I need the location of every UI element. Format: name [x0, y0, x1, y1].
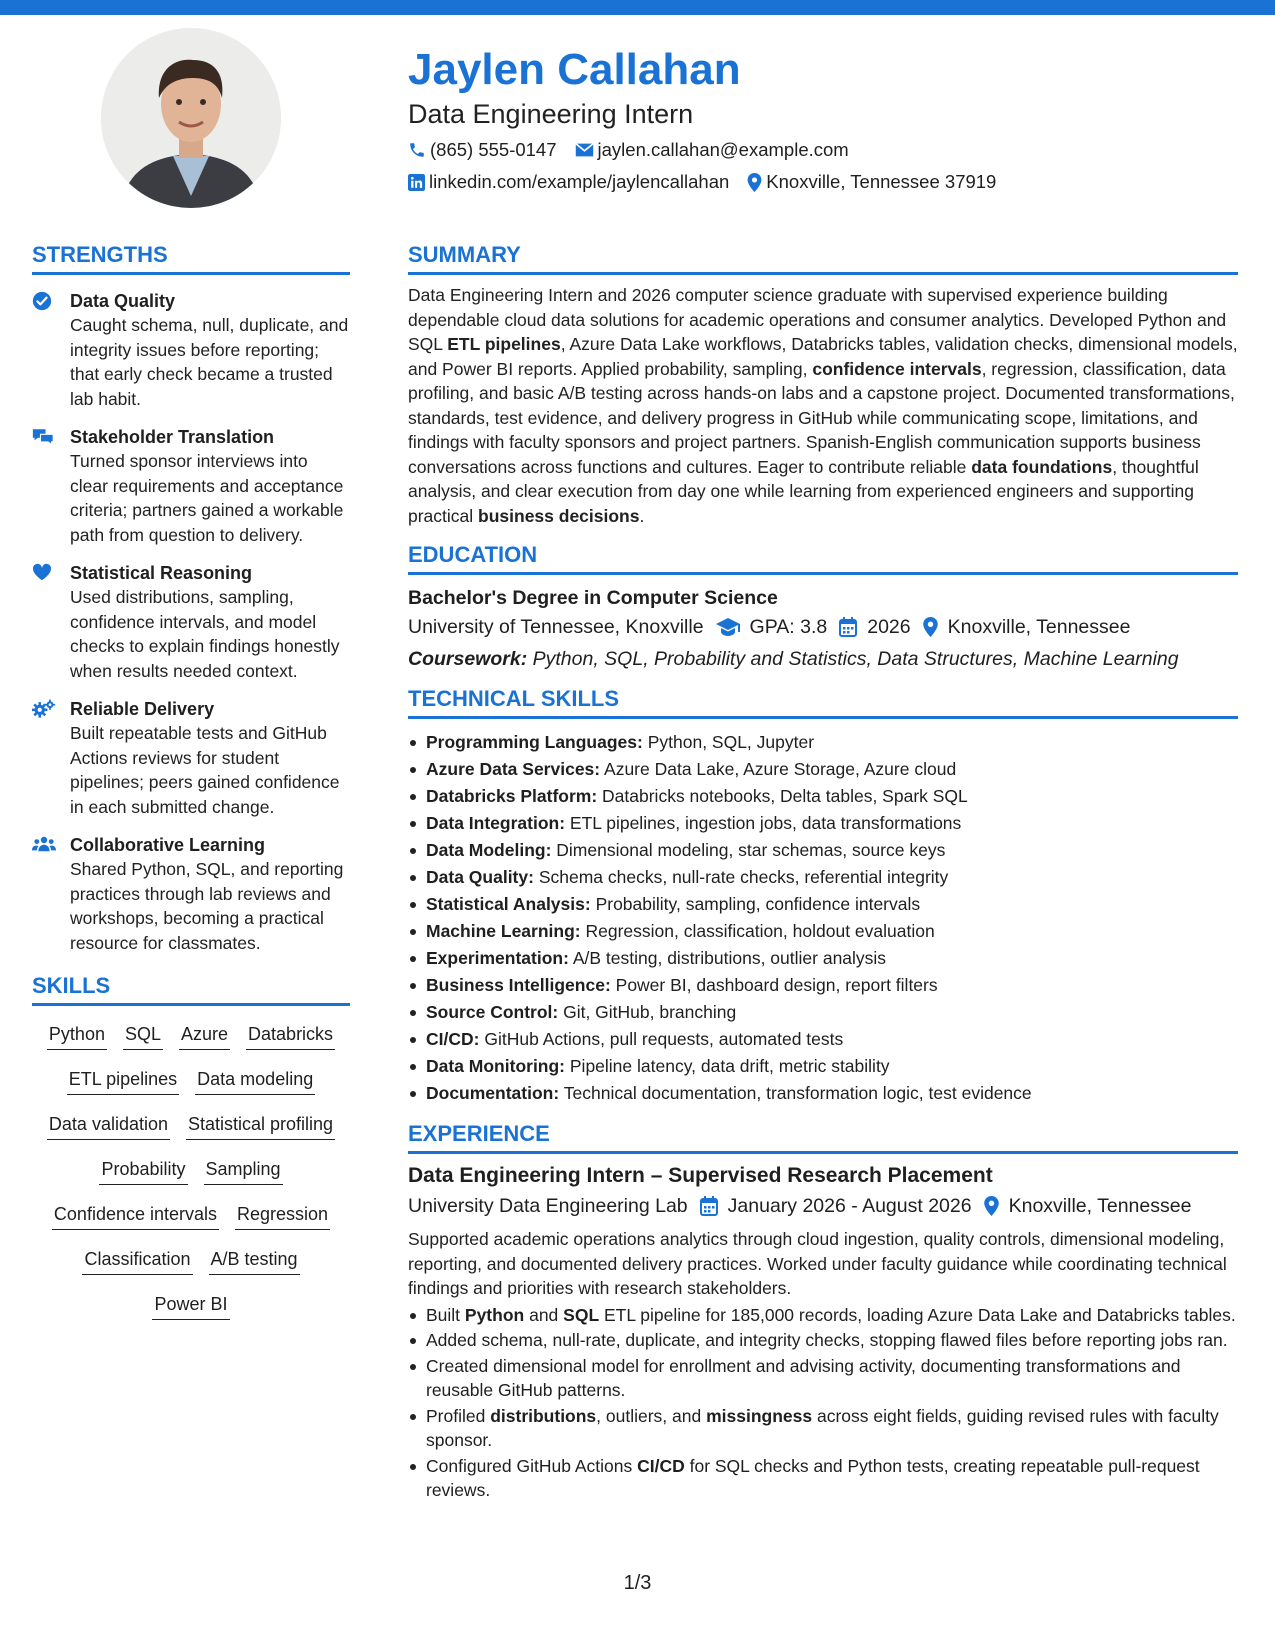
technical-skill-item: CI/CD: GitHub Actions, pull requests, automated tests: [408, 1026, 1238, 1053]
page-number: 1/3: [623, 1572, 652, 1594]
map-pin-icon: [984, 1196, 999, 1216]
technical-skill-label: Azure Data Services:: [426, 759, 601, 779]
education-location: Knoxville, Tennessee: [947, 616, 1131, 638]
skill-row: [32, 1243, 350, 1288]
technical-skill-label: Machine Learning:: [426, 921, 581, 941]
profile-photo: [101, 28, 281, 208]
skill-tag: Statistical profiling: [186, 1108, 335, 1140]
strength-title: Data Quality: [70, 291, 176, 311]
technical-skill-item: Source Control: Git, GitHub, branching: [408, 999, 1238, 1026]
calendar-icon: [700, 1196, 718, 1216]
skill-row: [32, 1063, 350, 1108]
technical-skill-label: Data Quality:: [426, 867, 534, 887]
skill-tag: Azure: [179, 1018, 230, 1050]
contact-line-2: [408, 170, 1238, 194]
skill-row: [32, 1288, 350, 1333]
strength-description: Built repeatable tests and GitHub Actions reviews for student pipelines; peers gained confidence in each submitted change.: [70, 723, 340, 817]
strength-description: Caught schema, null, duplicate, and integrity issues before reporting; that early check became a trusted lab habit.: [70, 315, 349, 409]
strength-item: [32, 425, 350, 547]
linkedin-icon: [408, 174, 425, 191]
strength-description: Shared Python, SQL, and reporting practices through lab reviews and workshops, becoming a practical resource for classmates.: [70, 859, 344, 953]
check-badge-icon: [32, 289, 70, 411]
skill-tag: A/B testing: [209, 1243, 300, 1275]
coursework-label: Coursework:: [408, 648, 528, 670]
technical-skill-label: Statistical Analysis:: [426, 894, 591, 914]
skill-tag: SQL: [123, 1018, 163, 1050]
job-bullet: Configured GitHub Actions CI/CD for SQL checks and Python tests, creating repeatable pull-request reviews.: [408, 1454, 1238, 1503]
technical-skill-item: Data Quality: Schema checks, null-rate checks, referential integrity: [408, 864, 1238, 891]
strength-item: [32, 289, 350, 411]
linkedin-contact[interactable]: [408, 170, 729, 194]
skill-tag: Data modeling: [195, 1063, 315, 1095]
technical-skill-label: Source Control:: [426, 1002, 559, 1022]
strengths-list: [32, 289, 350, 955]
technical-skill-item: Data Integration: ETL pipelines, ingestion jobs, data transformations: [408, 810, 1238, 837]
technical-skill-label: Data Modeling:: [426, 840, 552, 860]
skill-tag: Python: [47, 1018, 107, 1050]
technical-skill-label: Data Integration:: [426, 813, 566, 833]
technical-skill-item: Programming Languages: Python, SQL, Jupyter: [408, 729, 1238, 756]
location-text: Knoxville, Tennessee 37919: [766, 171, 997, 192]
skill-tag: Sampling: [204, 1153, 283, 1185]
coursework-list: Python, SQL, Probability and Statistics, Data Structures, Machine Learning: [532, 648, 1179, 670]
technical-skills-heading: TECHNICAL SKILLS: [408, 686, 1238, 719]
skill-tag: Data validation: [47, 1108, 170, 1140]
summary-heading: SUMMARY: [408, 242, 1238, 275]
job-description: Supported academic operations analytics through cloud ingestion, quality controls, dimensional modeling, reporting, and documented delivery practices. Worked under faculty guidance while coordinating technical findings and priorities with research stakeholders.: [408, 1229, 1227, 1298]
candidate-role: Data Engineering Intern: [408, 99, 694, 129]
technical-skill-item: Documentation: Technical documentation, transformation logic, test evidence: [408, 1080, 1238, 1107]
calendar-icon: [839, 617, 857, 637]
graduation-cap-icon: [716, 618, 740, 636]
summary-paragraph: Data Engineering Intern and 2026 computer science graduate with supervised experience building dependable cloud data solutions for academic operations and consumer analytics. Developed Python and SQL ETL pipelines, Azure Data Lake workflows, Databricks tables, validation checks, dimensional models, and Power BI reports. Applied probability, sampling, confidence intervals, regression, classification, data profiling, and basic A/B testing across hands-on labs and a capstone project. Documented transformations, standards, test evidence, and delivery progress in GitHub while communicating scope, limitations, and findings with faculty sponsors and project partners. Spanish-English communication supports business conversations across functions and cultures. Eager to contribute reliable data foundations, thoughtful analysis, and clear execution from day one while learning from experienced engineers and supporting practical business decisions.: [408, 285, 1238, 526]
skill-row: [32, 1198, 350, 1243]
strength-description: Used distributions, sampling, confidence intervals, and model checks to explain findings honestly when results needed context.: [70, 587, 340, 681]
skill-row: [32, 1018, 350, 1063]
technical-skill-label: Programming Languages:: [426, 732, 643, 752]
job-bullet: Profiled distributions, outliers, and missingness across eight fields, guiding revised rules with faculty sponsor.: [408, 1404, 1238, 1453]
left-column: [32, 242, 350, 1333]
candidate-name: Jaylen Callahan: [408, 45, 741, 94]
technical-skill-label: Documentation:: [426, 1083, 560, 1103]
technical-skill-item: Azure Data Services: Azure Data Lake, Azure Storage, Azure cloud: [408, 756, 1238, 783]
degree-title: Bachelor's Degree in Computer Science: [408, 587, 778, 609]
strength-item: [32, 697, 350, 819]
strengths-heading: STRENGTHS: [32, 242, 350, 275]
technical-skill-label: Databricks Platform:: [426, 786, 598, 806]
strength-item: [32, 833, 350, 955]
map-pin-icon: [923, 617, 938, 637]
skill-tag: Confidence intervals: [52, 1198, 219, 1230]
chat-bubbles-icon: [32, 425, 70, 547]
technical-skills-list: [408, 729, 1238, 1107]
school-name: University of Tennessee, Knoxville: [408, 616, 704, 638]
strength-title: Collaborative Learning: [70, 835, 266, 855]
job-title: Data Engineering Intern – Supervised Research Placement: [408, 1164, 993, 1187]
skills-cloud: [32, 1018, 350, 1333]
technical-skill-item: Business Intelligence: Power BI, dashboard design, report filters: [408, 972, 1238, 999]
technical-skill-label: Business Intelligence:: [426, 975, 611, 995]
strength-title: Statistical Reasoning: [70, 563, 253, 583]
strength-title: Stakeholder Translation: [70, 427, 275, 447]
technical-skill-item: Data Modeling: Dimensional modeling, star schemas, source keys: [408, 837, 1238, 864]
technical-skill-item: Data Monitoring: Pipeline latency, data drift, metric stability: [408, 1053, 1238, 1080]
technical-skill-item: Experimentation: A/B testing, distributions, outlier analysis: [408, 945, 1238, 972]
envelope-icon: [575, 142, 594, 158]
resume-header: [408, 44, 1238, 194]
graduation-year: 2026: [867, 616, 911, 638]
job-bullet: Created dimensional model for enrollment and advising activity, documenting transformations and reusable GitHub patterns.: [408, 1354, 1238, 1403]
phone-text: (865) 555-0147: [430, 139, 557, 160]
job-bullets: [408, 1303, 1238, 1503]
email-text: jaylen.callahan@example.com: [597, 139, 849, 160]
skill-tag: Databricks: [246, 1018, 335, 1050]
gears-icon: [32, 697, 70, 819]
email-contact[interactable]: [575, 138, 849, 162]
strength-description: Turned sponsor interviews into clear requirements and acceptance criteria; partners gained a workable path from question to delivery.: [70, 451, 344, 545]
job-meta: [408, 1193, 1238, 1219]
users-icon: [32, 833, 70, 955]
job-bullet: Added schema, null-rate, duplicate, and integrity checks, stopping flawed files before reporting jobs ran.: [408, 1328, 1238, 1353]
experience-heading: EXPERIENCE: [408, 1121, 1238, 1154]
technical-skill-label: Experimentation:: [426, 948, 569, 968]
skill-tag: Regression: [235, 1198, 330, 1230]
top-accent-bar: [0, 0, 1275, 15]
technical-skill-label: Data Monitoring:: [426, 1056, 566, 1076]
job-location: Knoxville, Tennessee: [1008, 1195, 1192, 1217]
location-contact: [747, 170, 996, 194]
phone-contact[interactable]: [408, 138, 557, 162]
technical-skill-item: Databricks Platform: Databricks notebooks, Delta tables, Spark SQL: [408, 783, 1238, 810]
skills-heading: SKILLS: [32, 973, 350, 1006]
job-dates: January 2026 - August 2026: [727, 1195, 972, 1217]
skill-tag: Power BI: [152, 1288, 229, 1320]
heart-icon: [32, 561, 70, 683]
strength-item: [32, 561, 350, 683]
right-column: [408, 242, 1238, 1504]
technical-skill-item: Machine Learning: Regression, classification, holdout evaluation: [408, 918, 1238, 945]
gpa-text: GPA: 3.8: [749, 616, 828, 638]
skill-tag: Probability: [99, 1153, 187, 1185]
technical-skill-item: Statistical Analysis: Probability, sampling, confidence intervals: [408, 891, 1238, 918]
skill-tag: ETL pipelines: [67, 1063, 179, 1095]
skill-row: [32, 1153, 350, 1198]
technical-skill-label: CI/CD:: [426, 1029, 480, 1049]
coursework-line: [408, 646, 1238, 672]
education-meta: [408, 614, 1238, 640]
job-organization: University Data Engineering Lab: [408, 1195, 688, 1217]
strength-title: Reliable Delivery: [70, 699, 215, 719]
map-pin-icon: [747, 173, 762, 192]
education-heading: EDUCATION: [408, 542, 1238, 575]
contact-line-1: [408, 138, 1238, 162]
job-bullet: Built Python and SQL ETL pipeline for 185,000 records, loading Azure Data Lake and Databricks tables.: [408, 1303, 1238, 1328]
linkedin-text: linkedin.com/example/jaylencallahan: [429, 171, 730, 192]
skill-tag: Classification: [82, 1243, 192, 1275]
skill-row: [32, 1108, 350, 1153]
phone-icon: [408, 141, 426, 159]
